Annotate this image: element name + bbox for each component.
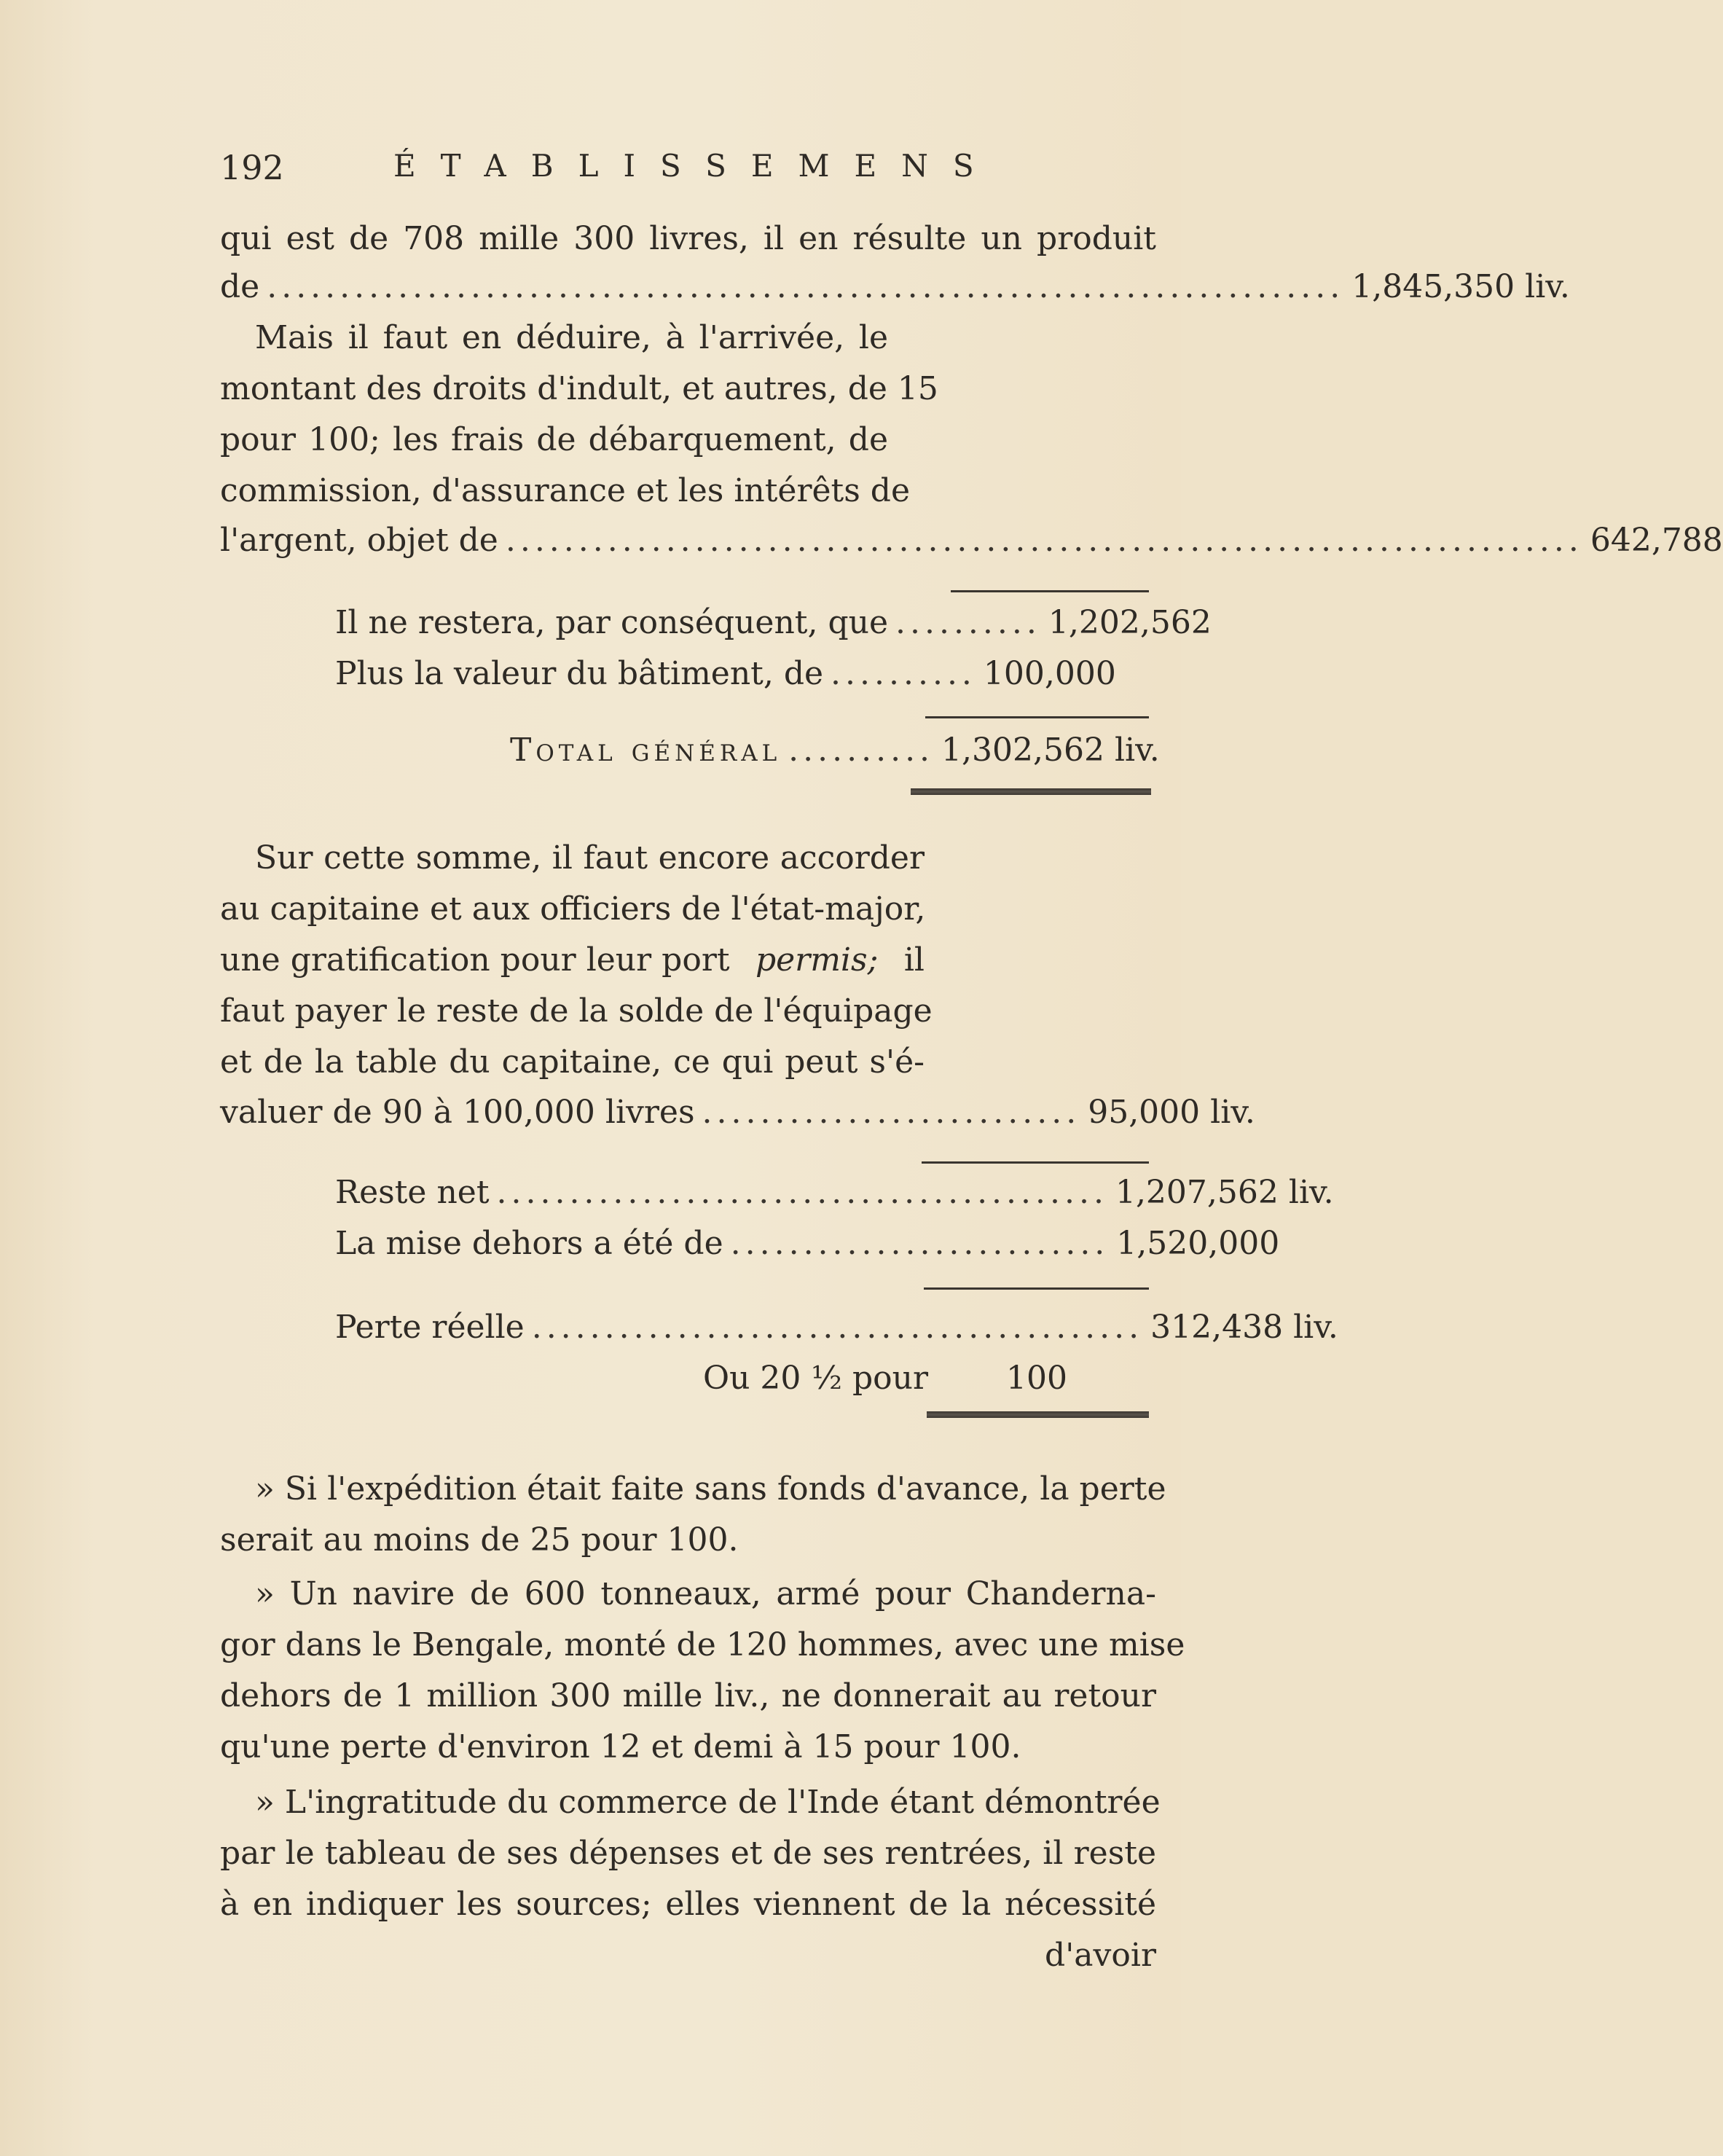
leader-row-outlay	[335, 1222, 1280, 1266]
leader-label: valuer de 90 à 100,000 livres	[220, 1094, 695, 1131]
amount: 312,438 liv.	[1150, 1309, 1338, 1346]
sum-rule	[922, 1161, 1149, 1164]
amount: 642,788	[1590, 522, 1723, 559]
text-line: serait au moins de 25 pour 100.	[220, 1521, 739, 1559]
leader-row-total	[510, 729, 1160, 772]
text-line: au capitaine et aux officiers de l'état-major,	[220, 890, 926, 928]
leader-row-produit	[220, 265, 1570, 309]
italic-word: permis;	[755, 941, 879, 979]
dot-leader: ..........................................	[531, 1309, 1144, 1346]
dot-leader: ..........................	[730, 1225, 1110, 1262]
text-line: à en indiquer les sources; elles viennent de la nécessité	[220, 1886, 1156, 1923]
text-line: pour 100; les frais de débarquement, de	[220, 421, 888, 458]
leader-label: Reste net	[335, 1174, 490, 1211]
text-line: qui est de 708 mille 300 livres, il en résulte un produit	[220, 220, 1156, 257]
text-line-permis	[220, 938, 925, 982]
leader-row-ship	[335, 652, 1116, 696]
leader-label: de	[220, 268, 260, 305]
dot-leader: ..........................	[702, 1094, 1081, 1131]
amount: 1,202,562	[1048, 604, 1212, 641]
sum-rule	[951, 590, 1149, 592]
dot-leader: ..........	[788, 732, 935, 769]
page-number: 192	[220, 148, 284, 187]
text-line: » L'ingratitude du commerce de l'Inde étant démontrée	[255, 1784, 1161, 1821]
text-line: commission, d'assurance et les intérêts de	[220, 472, 910, 509]
leader-row-remains	[335, 601, 1212, 645]
amount: 1,207,562 liv.	[1115, 1174, 1334, 1211]
dot-leader: ..........................................................................	[267, 268, 1345, 305]
leader-row-net	[335, 1171, 1334, 1215]
total-label: Total général	[510, 732, 782, 769]
leader-row-loss	[335, 1306, 1338, 1349]
dot-leader: ..........	[895, 604, 1041, 641]
dot-leader: ..........	[831, 655, 976, 692]
leader-label: l'argent, objet de	[220, 522, 498, 559]
text-line: » Si l'expédition était faite sans fonds d'avance, la perte	[255, 1470, 1166, 1508]
leader-label: La mise dehors a été de	[335, 1225, 723, 1262]
text-segment: une gratification pour leur port	[220, 941, 730, 979]
running-title	[393, 144, 999, 188]
leader-row-gratification	[220, 1091, 1255, 1134]
text-line: faut payer le reste de la solde de l'équipage	[220, 992, 933, 1030]
text-line: dehors de 1 million 300 mille liv., ne donnerait au retour	[220, 1677, 1156, 1714]
amount: 1,845,350 liv.	[1351, 268, 1570, 305]
total-amount: 1,302,562 liv.	[941, 732, 1160, 769]
text-line: gor dans le Bengale, monté de 120 hommes, avec une mise	[220, 1626, 1185, 1663]
amount: 1,520,000	[1116, 1225, 1280, 1262]
running-title-text: ÉTABLISSEMENS	[393, 148, 999, 184]
leader-row-percent	[703, 1357, 1067, 1400]
leader-label: Plus la valeur du bâtiment, de	[335, 655, 824, 692]
text-line: Mais il faut en déduire, à l'arrivée, le	[255, 319, 888, 356]
amount: 95,000 liv.	[1088, 1094, 1255, 1131]
text-line: par le tableau de ses dépenses et de ses rentrées, il reste	[220, 1835, 1156, 1872]
sum-rule	[924, 1287, 1149, 1290]
leader-label: Ou 20 ½ pour	[703, 1360, 929, 1397]
sum-rule	[925, 716, 1149, 718]
amount: 100	[1006, 1360, 1067, 1397]
dot-leader: ..........................................................................	[505, 522, 1583, 559]
dot-leader: ..........................................	[496, 1174, 1108, 1211]
leader-label: Perte réelle	[335, 1309, 525, 1346]
text-line: montant des droits d'indult, et autres, de 15	[220, 370, 938, 407]
amount: 100,000	[983, 655, 1116, 692]
double-rule	[927, 1411, 1149, 1418]
leader-row-deduction	[220, 519, 1723, 562]
catchword: d'avoir	[1045, 1937, 1156, 1974]
text-line: Sur cette somme, il faut encore accorder	[255, 839, 925, 877]
double-rule	[911, 788, 1151, 795]
text-segment: il	[903, 941, 925, 979]
text-line: et de la table du capitaine, ce qui peut s'é-	[220, 1043, 925, 1081]
text-line: qu'une perte d'environ 12 et demi à 15 pour 100.	[220, 1728, 1021, 1765]
text-line: » Un navire de 600 tonneaux, armé pour Chanderna-	[255, 1575, 1156, 1612]
leader-label: Il ne restera, par conséquent, que	[335, 604, 888, 641]
